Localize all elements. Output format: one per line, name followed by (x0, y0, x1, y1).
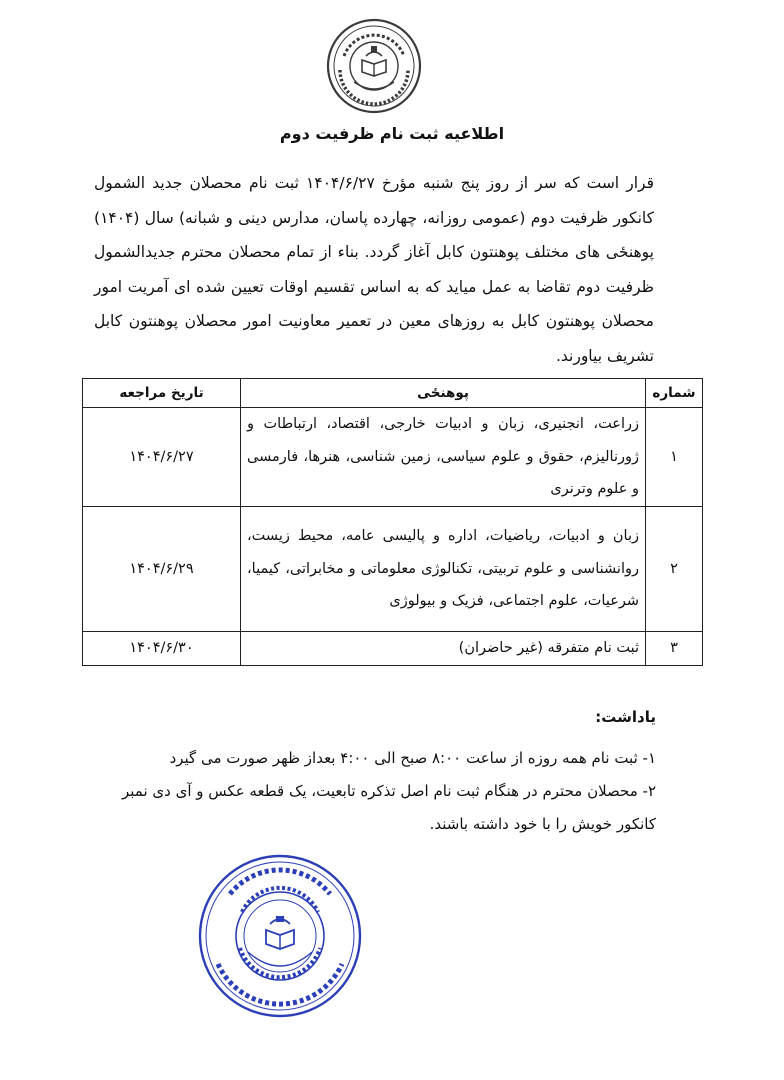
office-stamp (196, 852, 364, 1020)
table-row (83, 632, 703, 666)
university-logo (324, 16, 424, 116)
table-row (83, 408, 703, 507)
table-header-row (83, 379, 703, 408)
row-faculties: زراعت، انجنیری، زبان و ادبیات خارجی، اقتصاد، ارتباطات و ژورنالیزم، حقوق و علوم سیاسی، زمین شناسی، هنرها، فارمسی و علوم وترنری (241, 408, 646, 507)
row-number: ۲ (646, 507, 703, 632)
header-date: تاریخ مراجعه (83, 379, 241, 408)
row-date: ۱۴۰۴/۶/۳۰ (83, 632, 241, 666)
notes-heading: یاداشت: (595, 708, 656, 726)
note-item: ۲- محصلان محترم در هنگام ثبت نام اصل تذکره تابعیت، یک قطعه عکس و آی دی نمبر کانکور خویش را با خود داشته باشند. (122, 782, 656, 833)
notes-section (86, 708, 656, 841)
row-faculties: زبان و ادبیات، ریاضیات، اداره و پالیسی عامه، محیط زیست، روانشناسی و علوم تربیتی، تکنالوژی معلوماتی و مخابراتی، کیمیا، شرعیات، علوم اجتماعی، فزیک و بیولوژی (241, 507, 646, 632)
schedule-table (82, 378, 703, 666)
row-date: ۱۴۰۴/۶/۲۷ (83, 408, 241, 507)
page-title: اطلاعیه ثبت نام ظرفیت دوم (279, 124, 505, 143)
header-faculty: پوهنځی (241, 379, 646, 408)
row-number: ۱ (646, 408, 703, 507)
intro-paragraph (94, 166, 654, 373)
row-number: ۳ (646, 632, 703, 666)
table-row (83, 507, 703, 632)
row-date: ۱۴۰۴/۶/۲۹ (83, 507, 241, 632)
header-number: شماره (646, 379, 703, 408)
intro-text: قرار است که سر از روز پنج شنبه مؤرخ ۱۴۰۴/۶/۲۷ ثبت نام محصلان جدید الشمول کانکور ظرفیت دوم (عمومی روزانه، چهارده پاسان، مدارس دینی و شبانه) سال (۱۴۰۴) پوهنځی های مختلف پوهنتون کابل آغاز گردد. بناء از تمام محصلان محترم جدیدالشمول ظرفیت دوم تقاضا به عمل میاید که به اساس تقسیم اوقات تعیین شده ای آمریت امور محصلان پوهنتون کابل به روزهای معین در تعمیر معاونیت امور محصلان پوهنتون کابل تشریف بیاورند. (94, 174, 654, 365)
note-item: ۱- ثبت نام همه روزه از ساعت ۸:۰۰ صبح الی ۴:۰۰ بعداز ظهر صورت می گیرد (169, 749, 656, 767)
row-faculties: ثبت نام متفرقه (غیر حاضران) (241, 632, 646, 666)
